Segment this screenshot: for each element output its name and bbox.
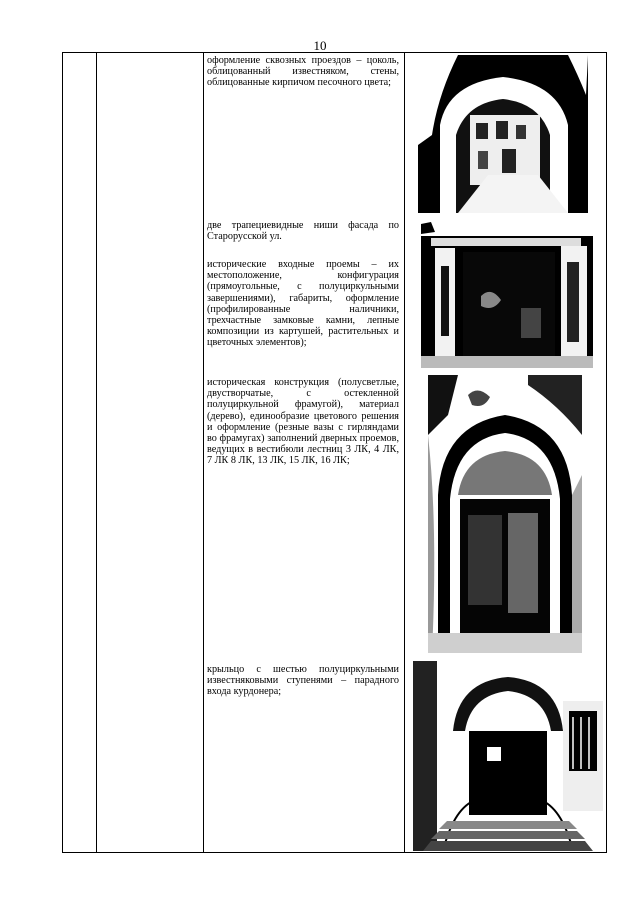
column-divider — [404, 53, 405, 852]
porch-steps-photo — [413, 661, 603, 851]
element-description: оформление сквозных проездов – цоколь, облицованный известняком, стены, облицованные кирпичом песочного цвета; — [207, 55, 399, 89]
arched-doorway-photo — [428, 375, 582, 653]
element-description: историческая конструкция (полусветлые, двустворчатые, с остекленной полуциркульной фрамугой), материал (дерево), единообразие цветового решения и оформление (резные вазы с гирляндами во фрамугах) заполнений дверных проемов, ведущих в вестибюли лестниц 3 ЛК, 4 ЛК, 7 ЛК 8 ЛК, 13 ЛК, 15 ЛК, 16 ЛК; — [207, 377, 399, 467]
element-description: крыльцо с шестью полуциркульными известняковыми ступенями – парадного входа курдонера; — [207, 664, 399, 698]
page-number: 10 — [313, 38, 327, 53]
element-description: две трапециевидные ниши фасада по Старорусской ул. — [207, 220, 399, 243]
element-description: исторические входные проемы – их местоположение, конфигурация (прямоугольные, с полуциркульными завершениями), габариты, оформление (профилированные наличники, трехчастные замковые камни, лепные композиции из картушей, растительных и цветочных элементов); — [207, 259, 399, 349]
column-divider — [203, 53, 204, 852]
heritage-elements-table — [62, 52, 607, 853]
entrance-facade-photo — [421, 216, 593, 368]
column-divider — [96, 53, 97, 852]
archway-passage-photo — [418, 55, 588, 213]
